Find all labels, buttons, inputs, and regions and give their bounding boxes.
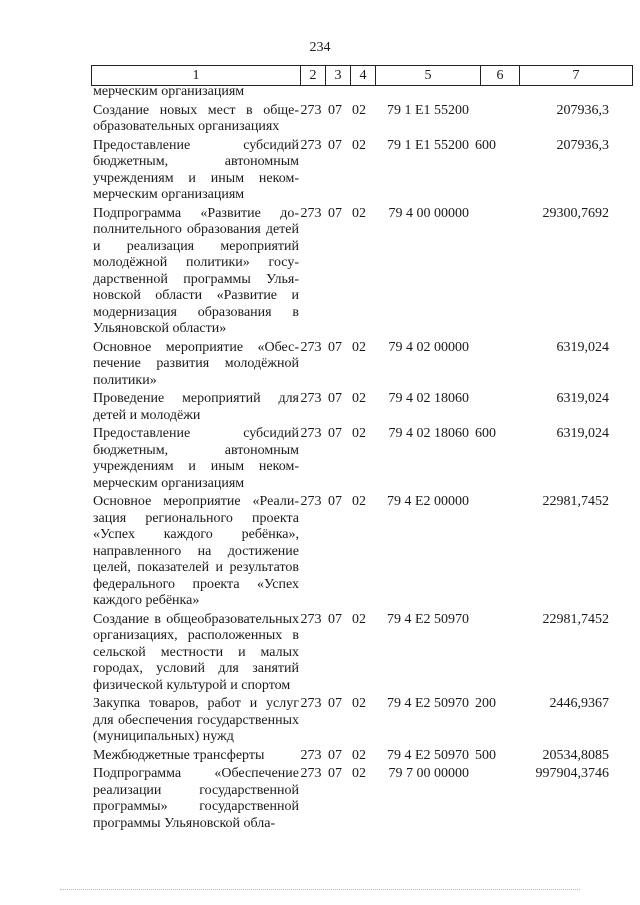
row-code-ministry: 273	[300, 611, 322, 627]
column-header-1: 1	[92, 66, 301, 85]
row-code-ministry: 273	[300, 391, 322, 406]
row-code-expense-type	[475, 612, 513, 695]
row-name: Создание новых мест в общеобразовательных организациях	[93, 102, 299, 134]
row-code-target: 79 1 Е1 55200	[386, 102, 469, 118]
row-code-expense-type: 200	[475, 696, 496, 711]
row-name: Предоставление субсидий бюджетным, автономным учреждениям и иным некоммерческим организациям	[93, 426, 299, 491]
row-code-target: 79 7 00 00000	[388, 766, 469, 781]
row-amount: 6319,024	[556, 339, 609, 355]
row-code-ministry: 273	[300, 339, 322, 355]
row-code-target: 79 1 Е1 55200	[386, 137, 469, 153]
row-code-ministry: 273	[300, 102, 322, 118]
table-row	[91, 766, 631, 832]
column-header-6: 6	[481, 66, 520, 85]
row-code-ministry: 273	[300, 137, 322, 153]
row-code-section: 07	[328, 611, 342, 627]
column-header-5: 5	[376, 66, 481, 85]
row-name: мерческим организациям	[93, 84, 245, 99]
row-code-subsection: 02	[352, 102, 366, 118]
row-code-expense-type	[475, 766, 513, 832]
row-code-section: 07	[328, 102, 342, 118]
row-code-expense-type	[475, 103, 513, 136]
row-code-ministry: 273	[300, 494, 322, 509]
row-name: Подпрограмма «Развитие дополнительного образования детей и реализация мероприятий молодёжной политики» государственной программы Ульяновской области «Развитие и модернизация образования в Ульяновской области»	[93, 205, 299, 336]
column-header-2: 2	[301, 66, 326, 85]
table-row	[91, 340, 631, 390]
row-code-section: 07	[328, 747, 342, 763]
row-code-subsection: 02	[352, 696, 366, 711]
row-code-ministry: 273	[300, 205, 322, 221]
table-row	[91, 696, 631, 746]
row-code-subsection: 02	[352, 747, 366, 763]
row-code-target: 79 4 02 18060	[388, 426, 469, 441]
row-amount: 6319,024	[556, 391, 609, 406]
row-amount: 29300,7692	[542, 205, 609, 221]
page-number: 234	[309, 40, 331, 55]
row-code-section: 07	[328, 391, 342, 406]
column-header-4: 4	[351, 66, 376, 85]
row-code-expense-type	[475, 391, 513, 424]
row-code-subsection: 02	[352, 611, 366, 627]
table-header	[91, 65, 633, 86]
row-code-target: 79 4 02 00000	[388, 339, 469, 355]
table-row	[91, 84, 631, 101]
row-amount: 20534,8085	[542, 747, 609, 763]
row-code-target: 79 4 Е2 50970	[386, 747, 469, 763]
row-code-subsection: 02	[352, 339, 366, 355]
row-amount: 997904,3746	[535, 766, 609, 781]
row-code-ministry: 273	[300, 696, 322, 711]
table-row	[91, 103, 631, 136]
row-code-subsection: 02	[352, 205, 366, 221]
row-code-section: 07	[328, 137, 342, 153]
table-row	[91, 206, 631, 338]
row-code-section: 07	[328, 426, 342, 441]
row-code-expense-type	[475, 84, 513, 101]
row-amount: 2446,9367	[549, 696, 609, 711]
row-code-target: 79 4 Е2 00000	[386, 494, 469, 509]
table-row	[91, 391, 631, 424]
row-code-ministry	[299, 84, 323, 101]
row-code-ministry: 273	[300, 426, 322, 441]
row-code-subsection: 02	[352, 137, 366, 153]
row-amount: 207936,3	[556, 102, 609, 118]
budget-table-body	[91, 84, 631, 834]
row-name: Подпрограмма «Обеспечение реализации государственной программы» государственной программы Ульяновской обла-	[93, 766, 299, 831]
column-header-7: 7	[572, 68, 580, 83]
row-code-section: 07	[328, 696, 342, 711]
row-code-target: 79 4 00 00000	[388, 205, 469, 221]
row-name: Основное мероприятие «Реализация регионального проекта «Успех каждого ребёнка», направленного на достижение целей, показателей и результатов федерального проекта «Успех каждого ребёнка»	[93, 494, 299, 608]
column-header-3: 3	[326, 66, 351, 85]
table-row	[91, 494, 631, 610]
row-code-target: 79 4 Е2 50970	[386, 611, 469, 627]
row-name: Проведение мероприятий для детей и молодёжи	[93, 391, 299, 423]
table-row	[91, 138, 631, 204]
row-amount: 207936,3	[556, 137, 609, 153]
row-code-section: 07	[328, 339, 342, 355]
row-code-section	[323, 84, 347, 101]
row-name: Межбюджетные трансферты	[93, 747, 265, 763]
scan-noise-line	[60, 889, 580, 891]
table-row	[91, 748, 631, 765]
row-code-target: 79 4 Е2 50970	[386, 696, 469, 711]
row-code-subsection: 02	[352, 766, 366, 781]
row-code-expense-type	[475, 340, 513, 390]
row-amount: 22981,7452	[542, 611, 609, 627]
table-row	[91, 612, 631, 695]
row-code-target: 79 4 02 18060	[388, 391, 469, 406]
row-code-subsection: 02	[352, 494, 366, 509]
row-code-section: 07	[328, 766, 342, 781]
row-code-expense-type: 500	[475, 747, 496, 763]
row-name: Предоставление субсидий бюджетным, автономным учреждениям и иным некоммерческим организациям	[93, 137, 299, 202]
row-name: Основное мероприятие «Обеспечение развития молодёжной политики»	[93, 339, 299, 388]
row-amount: 6319,024	[556, 426, 609, 441]
row-amount	[513, 84, 625, 101]
row-code-expense-type: 600	[475, 426, 496, 441]
row-name: Закупка товаров, работ и услуг для обеспечения государственных (муниципальных) нужд	[93, 696, 299, 744]
row-code-ministry: 273	[300, 766, 322, 781]
row-code-section: 07	[328, 494, 342, 509]
row-code-subsection: 02	[352, 426, 366, 441]
row-code-section: 07	[328, 205, 342, 221]
row-code-subsection: 02	[352, 391, 366, 406]
row-amount: 22981,7452	[542, 494, 609, 509]
row-code-expense-type: 600	[475, 137, 496, 153]
row-code-expense-type	[475, 206, 513, 338]
row-code-ministry: 273	[300, 747, 322, 763]
row-code-target	[371, 84, 475, 101]
row-name: Создание в общеобразовательных организациях, расположенных в сельской местности и малых городах, условий для занятий физической культурой и спортом	[93, 611, 299, 693]
row-code-subsection	[347, 84, 371, 101]
table-row	[91, 426, 631, 492]
row-code-expense-type	[475, 494, 513, 610]
